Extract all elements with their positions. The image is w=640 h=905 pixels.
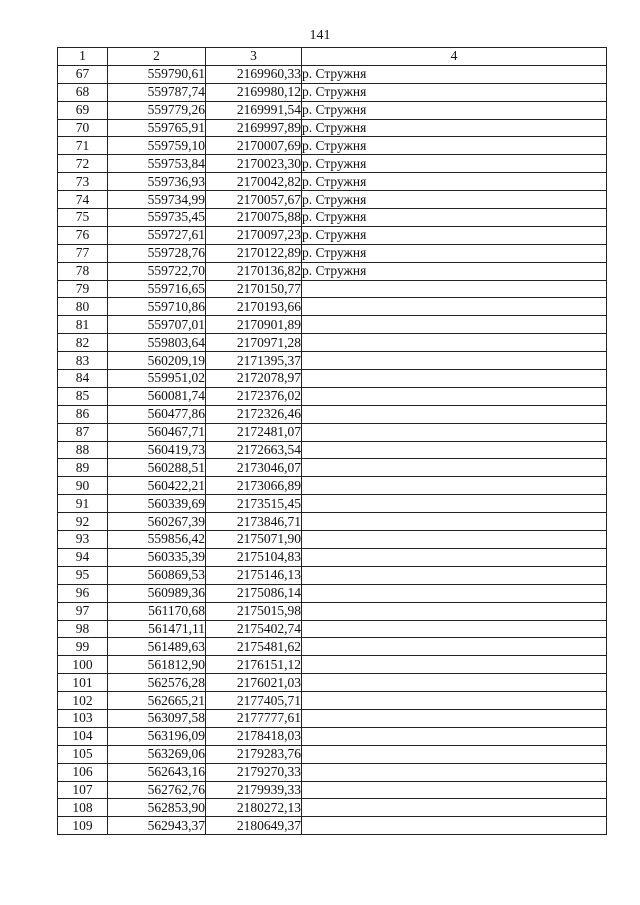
table-row — [58, 620, 607, 638]
y-coordinate-cell: 2173515,45 — [206, 495, 302, 513]
table-row — [58, 638, 607, 656]
x-coordinate-cell: 562853,90 — [108, 799, 206, 817]
description-cell — [302, 692, 607, 710]
point-number-cell: 107 — [58, 781, 108, 799]
point-number-cell: 106 — [58, 763, 108, 781]
x-coordinate-cell: 559734,99 — [108, 191, 206, 209]
y-coordinate-cell: 2170193,66 — [206, 298, 302, 316]
table-row — [58, 477, 607, 495]
y-coordinate-cell: 2177405,71 — [206, 692, 302, 710]
y-coordinate-cell: 2175104,83 — [206, 548, 302, 566]
y-coordinate-cell: 2170023,30 — [206, 155, 302, 173]
point-number-cell: 103 — [58, 709, 108, 727]
x-coordinate-cell: 559856,42 — [108, 531, 206, 549]
x-coordinate-cell: 561170,68 — [108, 602, 206, 620]
x-coordinate-cell: 563196,09 — [108, 727, 206, 745]
x-coordinate-cell: 559779,26 — [108, 101, 206, 119]
y-coordinate-cell: 2179270,33 — [206, 763, 302, 781]
x-coordinate-cell: 560267,39 — [108, 513, 206, 531]
y-coordinate-cell: 2176151,12 — [206, 656, 302, 674]
x-coordinate-cell: 559735,45 — [108, 209, 206, 227]
point-number-cell: 85 — [58, 387, 108, 405]
table-row — [58, 352, 607, 370]
description-cell — [302, 531, 607, 549]
description-cell — [302, 477, 607, 495]
description-cell — [302, 799, 607, 817]
point-number-cell: 77 — [58, 244, 108, 262]
x-coordinate-cell: 560288,51 — [108, 459, 206, 477]
y-coordinate-cell: 2173066,89 — [206, 477, 302, 495]
y-coordinate-cell: 2170122,89 — [206, 244, 302, 262]
y-coordinate-cell: 2170007,69 — [206, 137, 302, 155]
x-coordinate-cell: 560477,86 — [108, 405, 206, 423]
point-number-cell: 105 — [58, 745, 108, 763]
table-row — [58, 531, 607, 549]
y-coordinate-cell: 2171395,37 — [206, 352, 302, 370]
point-number-cell: 93 — [58, 531, 108, 549]
point-number-cell: 79 — [58, 280, 108, 298]
x-coordinate-cell: 559727,61 — [108, 226, 206, 244]
description-cell — [302, 709, 607, 727]
y-coordinate-cell: 2180272,13 — [206, 799, 302, 817]
table-row — [58, 370, 607, 388]
description-cell: р. Стружня — [302, 191, 607, 209]
y-coordinate-cell: 2170971,28 — [206, 334, 302, 352]
y-coordinate-cell: 2175146,13 — [206, 566, 302, 584]
description-cell: р. Стружня — [302, 262, 607, 280]
header-row — [58, 48, 607, 66]
description-cell — [302, 423, 607, 441]
point-number-cell: 101 — [58, 674, 108, 692]
description-cell — [302, 495, 607, 513]
table-row — [58, 781, 607, 799]
point-number-cell: 92 — [58, 513, 108, 531]
description-cell — [302, 459, 607, 477]
x-coordinate-cell: 560339,69 — [108, 495, 206, 513]
x-coordinate-cell: 563269,06 — [108, 745, 206, 763]
x-coordinate-cell: 560869,53 — [108, 566, 206, 584]
y-coordinate-cell: 2169980,12 — [206, 83, 302, 101]
x-coordinate-cell: 560209,19 — [108, 352, 206, 370]
table-row — [58, 459, 607, 477]
y-coordinate-cell: 2172326,46 — [206, 405, 302, 423]
description-cell — [302, 781, 607, 799]
y-coordinate-cell: 2175086,14 — [206, 584, 302, 602]
x-coordinate-cell: 560335,39 — [108, 548, 206, 566]
header-cell-2: 2 — [108, 48, 206, 66]
y-coordinate-cell: 2177777,61 — [206, 709, 302, 727]
x-coordinate-cell: 561489,63 — [108, 638, 206, 656]
point-number-cell: 80 — [58, 298, 108, 316]
description-cell — [302, 745, 607, 763]
point-number-cell: 109 — [58, 817, 108, 835]
point-number-cell: 72 — [58, 155, 108, 173]
y-coordinate-cell: 2176021,03 — [206, 674, 302, 692]
point-number-cell: 78 — [58, 262, 108, 280]
point-number-cell: 67 — [58, 65, 108, 83]
coordinates-table — [57, 47, 607, 835]
point-number-cell: 69 — [58, 101, 108, 119]
y-coordinate-cell: 2179283,76 — [206, 745, 302, 763]
point-number-cell: 108 — [58, 799, 108, 817]
table-body — [58, 65, 607, 834]
point-number-cell: 95 — [58, 566, 108, 584]
point-number-cell: 82 — [58, 334, 108, 352]
table-row — [58, 423, 607, 441]
table-row — [58, 513, 607, 531]
y-coordinate-cell: 2170136,82 — [206, 262, 302, 280]
x-coordinate-cell: 559765,91 — [108, 119, 206, 137]
point-number-cell: 102 — [58, 692, 108, 710]
table-row — [58, 548, 607, 566]
point-number-cell: 81 — [58, 316, 108, 334]
y-coordinate-cell: 2172663,54 — [206, 441, 302, 459]
x-coordinate-cell: 561812,90 — [108, 656, 206, 674]
point-number-cell: 87 — [58, 423, 108, 441]
description-cell — [302, 763, 607, 781]
description-cell — [302, 602, 607, 620]
x-coordinate-cell: 560419,73 — [108, 441, 206, 459]
y-coordinate-cell: 2169991,54 — [206, 101, 302, 119]
x-coordinate-cell: 559736,93 — [108, 173, 206, 191]
x-coordinate-cell: 559803,64 — [108, 334, 206, 352]
x-coordinate-cell: 559951,02 — [108, 370, 206, 388]
table-row — [58, 692, 607, 710]
point-number-cell: 68 — [58, 83, 108, 101]
description-cell — [302, 280, 607, 298]
header-cell-4: 4 — [302, 48, 607, 66]
table-row — [58, 226, 607, 244]
table-row — [58, 817, 607, 835]
x-coordinate-cell: 559753,84 — [108, 155, 206, 173]
y-coordinate-cell: 2169960,33 — [206, 65, 302, 83]
table-row — [58, 137, 607, 155]
table-row — [58, 405, 607, 423]
table-row — [58, 441, 607, 459]
description-cell: р. Стружня — [302, 226, 607, 244]
y-coordinate-cell: 2173846,71 — [206, 513, 302, 531]
table-row — [58, 262, 607, 280]
y-coordinate-cell: 2175015,98 — [206, 602, 302, 620]
point-number-cell: 83 — [58, 352, 108, 370]
x-coordinate-cell: 559707,01 — [108, 316, 206, 334]
description-cell — [302, 441, 607, 459]
y-coordinate-cell: 2169997,89 — [206, 119, 302, 137]
table-row — [58, 334, 607, 352]
description-cell — [302, 405, 607, 423]
y-coordinate-cell: 2170097,23 — [206, 226, 302, 244]
description-cell: р. Стружня — [302, 137, 607, 155]
description-cell: р. Стружня — [302, 155, 607, 173]
x-coordinate-cell: 559790,61 — [108, 65, 206, 83]
description-cell: р. Стружня — [302, 83, 607, 101]
y-coordinate-cell: 2172481,07 — [206, 423, 302, 441]
y-coordinate-cell: 2170901,89 — [206, 316, 302, 334]
y-coordinate-cell: 2170042,82 — [206, 173, 302, 191]
y-coordinate-cell: 2175481,62 — [206, 638, 302, 656]
description-cell — [302, 638, 607, 656]
point-number-cell: 75 — [58, 209, 108, 227]
description-cell — [302, 656, 607, 674]
x-coordinate-cell: 561471,11 — [108, 620, 206, 638]
table-row — [58, 280, 607, 298]
table-row — [58, 191, 607, 209]
x-coordinate-cell: 559787,74 — [108, 83, 206, 101]
description-cell — [302, 548, 607, 566]
y-coordinate-cell: 2175402,74 — [206, 620, 302, 638]
table-row — [58, 119, 607, 137]
y-coordinate-cell: 2172376,02 — [206, 387, 302, 405]
x-coordinate-cell: 562943,37 — [108, 817, 206, 835]
x-coordinate-cell: 559716,65 — [108, 280, 206, 298]
x-coordinate-cell: 560081,74 — [108, 387, 206, 405]
table-row — [58, 173, 607, 191]
x-coordinate-cell: 559722,70 — [108, 262, 206, 280]
y-coordinate-cell: 2175071,90 — [206, 531, 302, 549]
x-coordinate-cell: 560422,21 — [108, 477, 206, 495]
table-row — [58, 727, 607, 745]
table-row — [58, 674, 607, 692]
table-row — [58, 495, 607, 513]
table-row — [58, 709, 607, 727]
point-number-cell: 94 — [58, 548, 108, 566]
point-number-cell: 100 — [58, 656, 108, 674]
x-coordinate-cell: 560989,36 — [108, 584, 206, 602]
point-number-cell: 73 — [58, 173, 108, 191]
page-number: 141 — [309, 28, 331, 43]
description-cell — [302, 370, 607, 388]
description-cell — [302, 513, 607, 531]
point-number-cell: 76 — [58, 226, 108, 244]
table-row — [58, 584, 607, 602]
x-coordinate-cell: 562762,76 — [108, 781, 206, 799]
point-number-cell: 98 — [58, 620, 108, 638]
table-row — [58, 83, 607, 101]
x-coordinate-cell: 560467,71 — [108, 423, 206, 441]
point-number-cell: 86 — [58, 405, 108, 423]
table-row — [58, 656, 607, 674]
table-row — [58, 602, 607, 620]
point-number-cell: 104 — [58, 727, 108, 745]
table-row — [58, 799, 607, 817]
y-coordinate-cell: 2170075,88 — [206, 209, 302, 227]
description-cell — [302, 566, 607, 584]
table-row — [58, 298, 607, 316]
x-coordinate-cell: 563097,58 — [108, 709, 206, 727]
table-row — [58, 316, 607, 334]
point-number-cell: 96 — [58, 584, 108, 602]
description-cell: р. Стружня — [302, 101, 607, 119]
table-row — [58, 566, 607, 584]
header-cell-1: 1 — [58, 48, 108, 66]
table-row — [58, 244, 607, 262]
y-coordinate-cell: 2173046,07 — [206, 459, 302, 477]
point-number-cell: 74 — [58, 191, 108, 209]
point-number-cell: 89 — [58, 459, 108, 477]
y-coordinate-cell: 2178418,03 — [206, 727, 302, 745]
description-cell: р. Стружня — [302, 209, 607, 227]
point-number-cell: 90 — [58, 477, 108, 495]
table-row — [58, 763, 607, 781]
description-cell — [302, 352, 607, 370]
description-cell — [302, 316, 607, 334]
header-cell-3: 3 — [206, 48, 302, 66]
y-coordinate-cell: 2170057,67 — [206, 191, 302, 209]
point-number-cell: 71 — [58, 137, 108, 155]
point-number-cell: 84 — [58, 370, 108, 388]
point-number-cell: 99 — [58, 638, 108, 656]
y-coordinate-cell: 2172078,97 — [206, 370, 302, 388]
table-row — [58, 745, 607, 763]
description-cell: р. Стружня — [302, 65, 607, 83]
description-cell — [302, 334, 607, 352]
table-row — [58, 155, 607, 173]
table-row — [58, 209, 607, 227]
x-coordinate-cell: 559759,10 — [108, 137, 206, 155]
x-coordinate-cell: 562576,28 — [108, 674, 206, 692]
description-cell: р. Стружня — [302, 119, 607, 137]
description-cell — [302, 298, 607, 316]
x-coordinate-cell: 559728,76 — [108, 244, 206, 262]
table-row — [58, 387, 607, 405]
table-row — [58, 65, 607, 83]
x-coordinate-cell: 562665,21 — [108, 692, 206, 710]
description-cell — [302, 387, 607, 405]
y-coordinate-cell: 2179939,33 — [206, 781, 302, 799]
point-number-cell: 70 — [58, 119, 108, 137]
table-row — [58, 101, 607, 119]
description-cell: р. Стружня — [302, 173, 607, 191]
y-coordinate-cell: 2180649,37 — [206, 817, 302, 835]
x-coordinate-cell: 559710,86 — [108, 298, 206, 316]
description-cell — [302, 674, 607, 692]
point-number-cell: 91 — [58, 495, 108, 513]
x-coordinate-cell: 562643,16 — [108, 763, 206, 781]
y-coordinate-cell: 2170150,77 — [206, 280, 302, 298]
description-cell: р. Стружня — [302, 244, 607, 262]
description-cell — [302, 817, 607, 835]
point-number-cell: 88 — [58, 441, 108, 459]
description-cell — [302, 727, 607, 745]
description-cell — [302, 620, 607, 638]
description-cell — [302, 584, 607, 602]
point-number-cell: 97 — [58, 602, 108, 620]
